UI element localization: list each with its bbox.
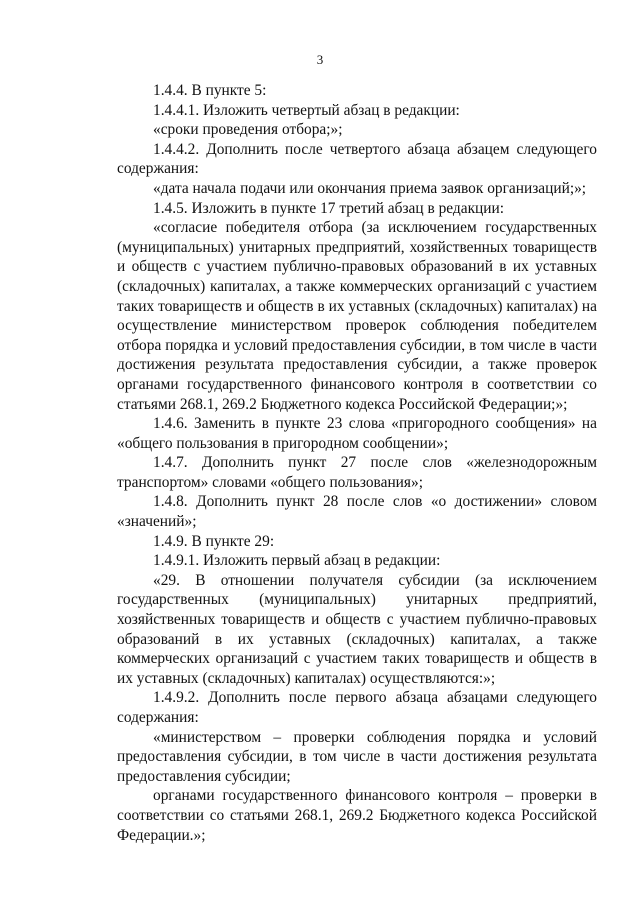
document-body [117, 81, 597, 845]
paragraph-1-4-9: 1.4.9. В пункте 29: [153, 532, 275, 550]
page-number: 3 [316, 52, 324, 67]
paragraph-quote-application-dates: «дата начала подачи или окончания приема заявок организаций;»; [153, 179, 587, 197]
paragraph-1-4-6: 1.4.6. Заменить в пункте 23 слова «пригородного сообщения» на «общего пользования в пригородном сообщении»; [117, 415, 597, 452]
paragraph-1-4-4-1: 1.4.4.1. Изложить четвертый абзац в редакции: [153, 101, 460, 119]
paragraph-quote-selection-dates: «сроки проведения отбора;»; [153, 121, 343, 139]
paragraph-1-4-5: 1.4.5. Изложить в пункте 17 третий абзац в редакции: [153, 199, 505, 217]
paragraph-1-4-4: 1.4.4. В пункте 5: [153, 82, 267, 99]
paragraph-1-4-9-1: 1.4.9.1. Изложить первый абзац в редакции: [153, 552, 441, 570]
paragraph-quote-winner-consent: «согласие победителя отбора (за исключением государственных (муниципальных) унитарных предприятий, хозяйственных товариществ и обществ с участием публично-правовых образований в их уставных (складочных) капиталах, а также коммерческих организаций с участием таких товариществ и обществ в их уставных (складочных) капиталах) на осуществление министерством проверок соблюдения победителем отбора порядка и условий предоставления субсидии, в том числе в части достижения результата предоставления субсидии, а также проверок органами государственного финансового контроля в соответствии со статьями 268.1, 269.2 Бюджетного кодекса Российской Федерации;»; [117, 219, 597, 413]
paragraph-quote-29: «29. В отношении получателя субсидии (за исключением государственных (муниципальных) унитарных предприятий, хозяйственных товариществ и обществ с участием публично-правовых образований в их уставных (складочных) капиталах, а также коммерческих организаций с участием таких товариществ и обществ в их уставных (складочных) капиталах) осуществляются:»; [117, 571, 597, 687]
paragraph-1-4-8: 1.4.8. Дополнить пункт 28 после слов «о достижении» словом «значений»; [117, 493, 597, 531]
paragraph-1-4-7: 1.4.7. Дополнить пункт 27 после слов «железнодорожным транспортом» словами «общего пользования»; [117, 454, 597, 491]
paragraph-quote-ministry-checks: «министерством – проверки соблюдения порядка и условий предоставления субсидии, в том числе в части достижения результата предоставления субсидии; [117, 728, 597, 785]
paragraph-1-4-9-2: 1.4.9.2. Дополнить после первого абзаца абзацами следующего содержания: [117, 689, 597, 726]
paragraph-quote-financial-control: органами государственного финансового контроля – проверки в соответствии со статьями 268.1, 269.2 Бюджетного кодекса Российской Федерации.»; [117, 787, 597, 844]
paragraph-1-4-4-2: 1.4.4.2. Дополнить после четвертого абзаца абзацем следующего содержания: [117, 140, 597, 178]
